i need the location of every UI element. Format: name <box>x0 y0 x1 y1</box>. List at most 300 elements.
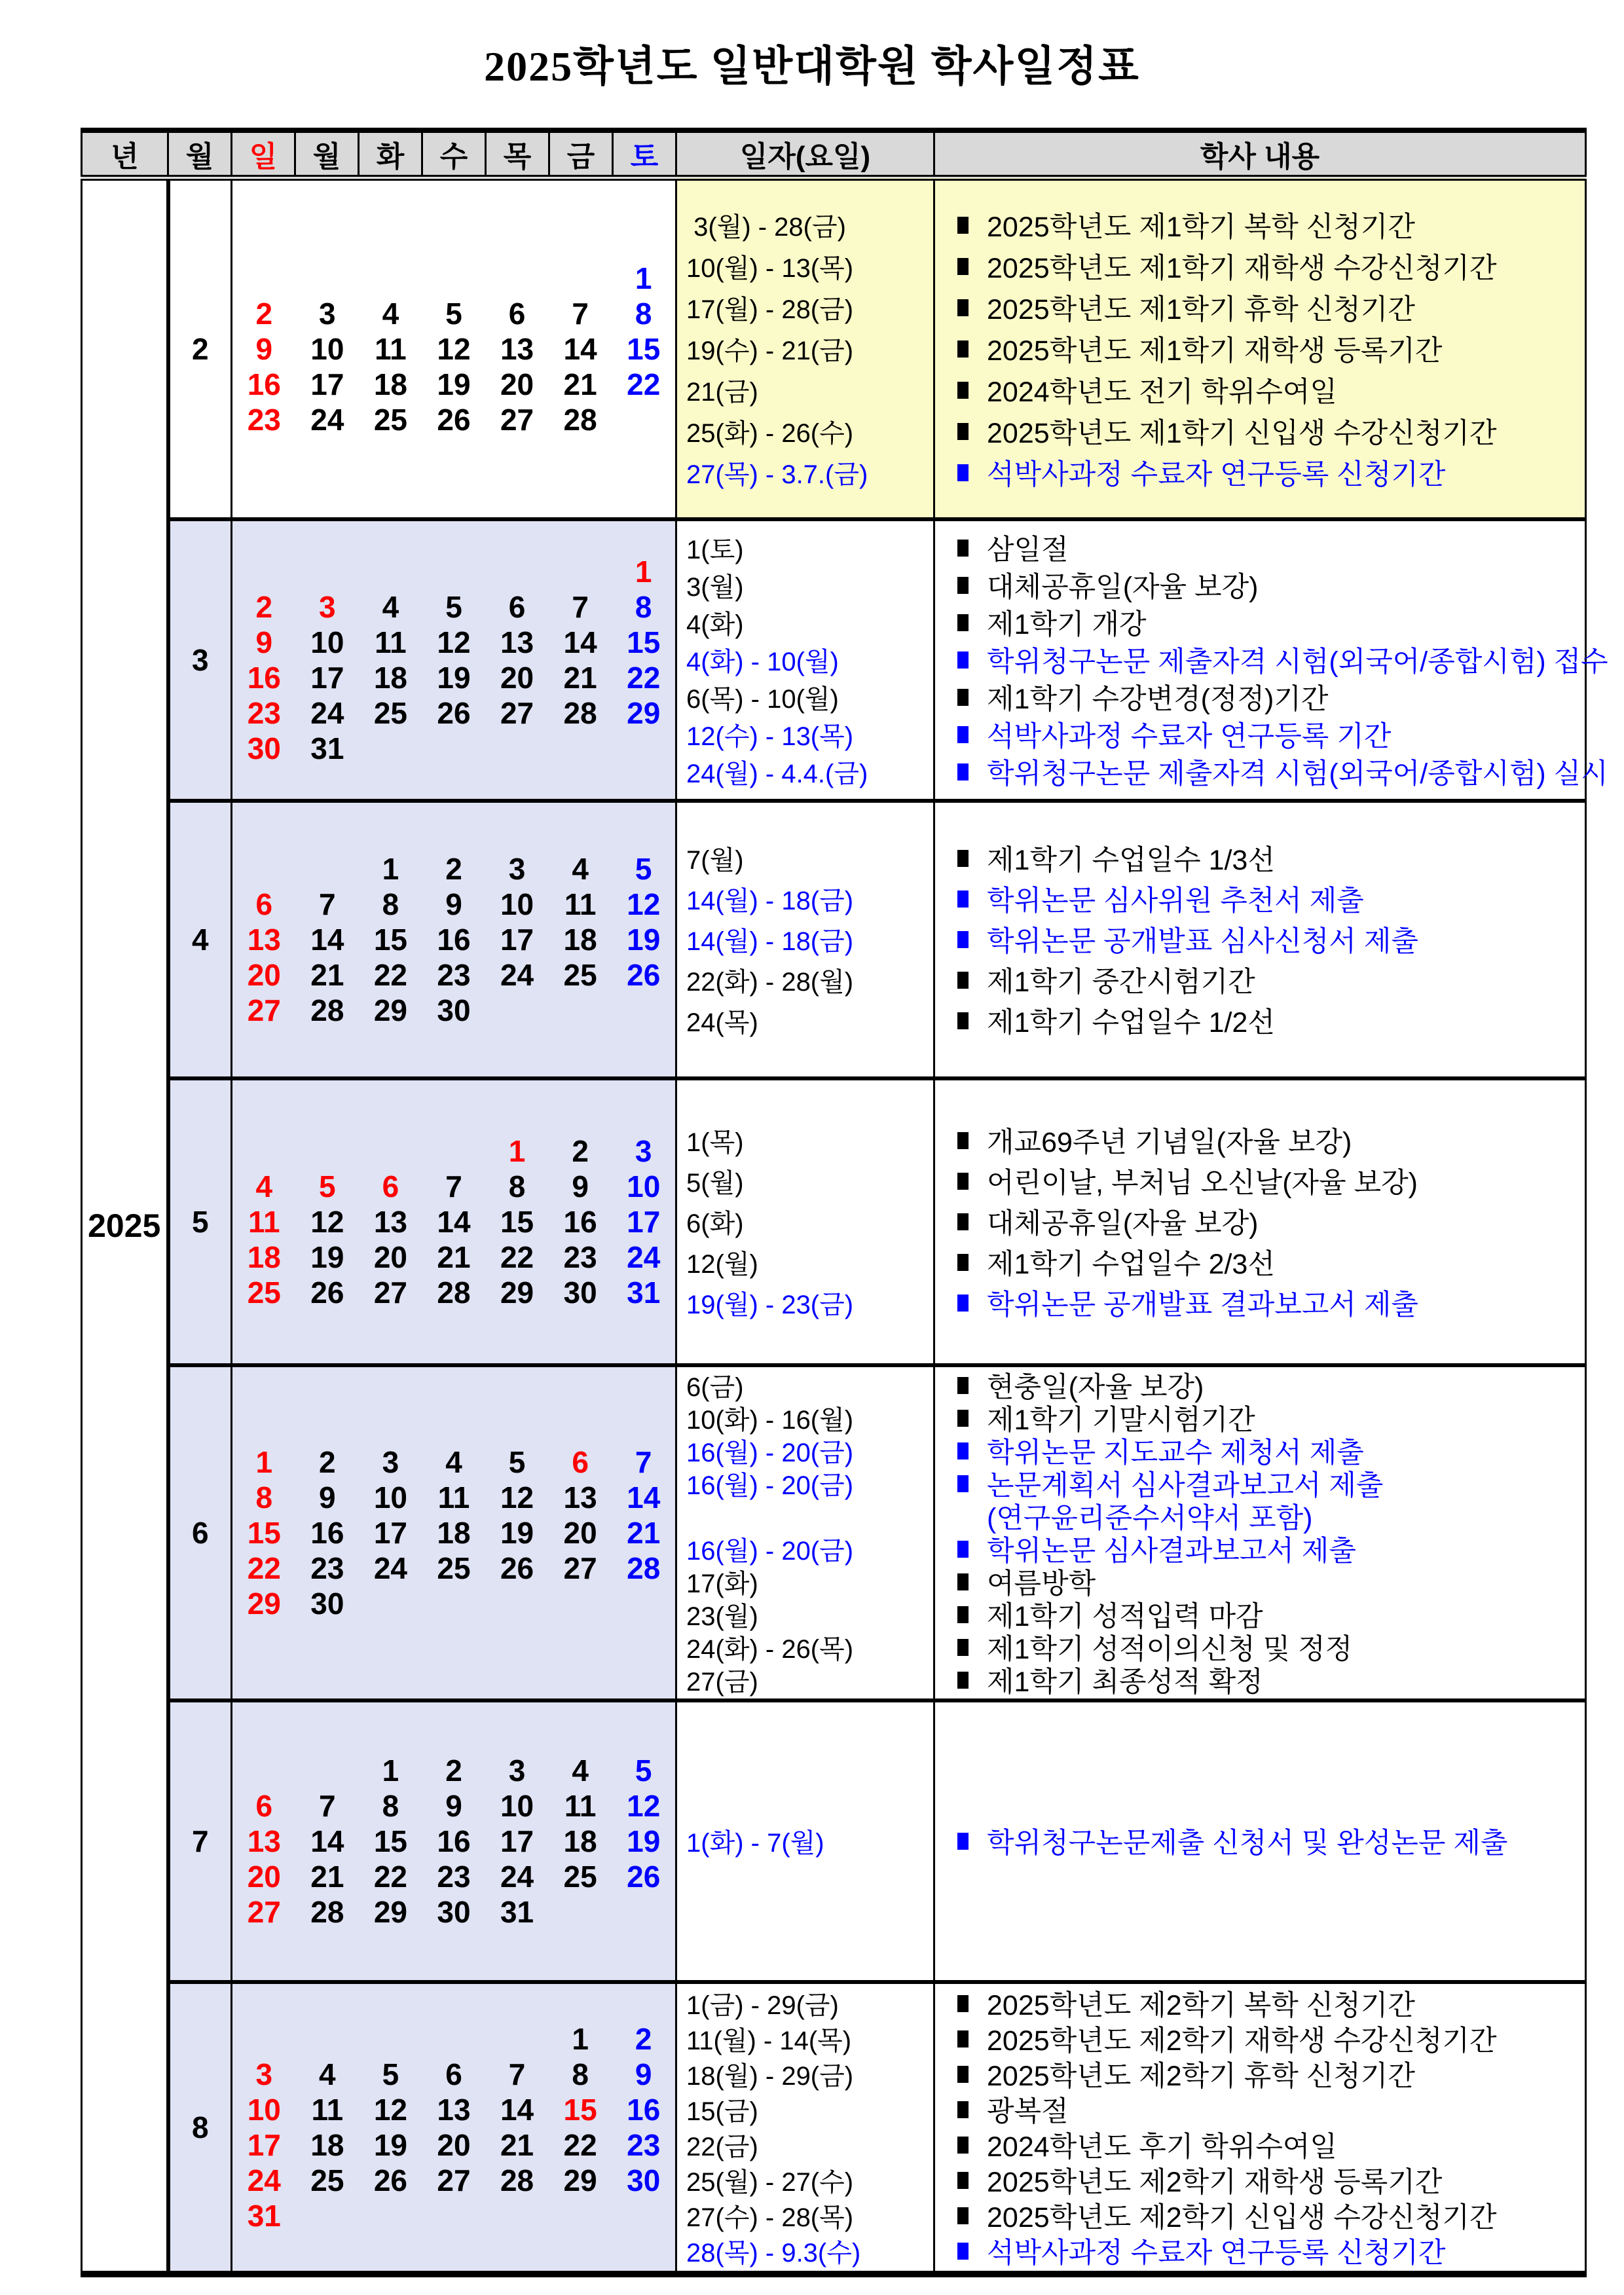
calendar-day: 22 <box>500 1239 534 1274</box>
month-calendar-4 <box>232 801 676 1078</box>
calendar-day: 20 <box>500 660 534 695</box>
calendar-day: 14 <box>310 922 344 957</box>
date-stack <box>677 838 933 1041</box>
calendar-day: 27 <box>500 402 534 437</box>
calendar-day: 30 <box>437 1894 471 1929</box>
schedule-item <box>935 879 1585 919</box>
schedule-item-continuation <box>935 1500 1585 1533</box>
schedule-item-text: 2024학년도 전기 학위수여일 <box>987 376 1337 409</box>
calendar-day: 28 <box>437 1275 471 1310</box>
header-day-sun: 일 <box>232 130 295 178</box>
schedule-date: 23(월) <box>686 1602 758 1631</box>
calendar-day: 13 <box>373 1204 407 1239</box>
schedule-item-text: (연구윤리준수서약서 포함) <box>987 1503 1313 1534</box>
calendar-day: 1 <box>382 851 399 886</box>
calendar-day: 12 <box>310 1204 344 1239</box>
schedule-date: 27(수) - 28(목) <box>686 2203 854 2232</box>
calendar-day: 19 <box>437 367 471 401</box>
month-row-5 <box>82 1078 1586 1365</box>
month-calendar-8 <box>232 1982 676 2274</box>
schedule-date: 24(화) - 26(목) <box>686 1635 854 1664</box>
calendar-day: 9 <box>635 2057 652 2091</box>
schedule-date: 4(화) <box>686 610 744 639</box>
schedule-item <box>935 919 1585 960</box>
schedule-item-text: 학위논문 공개발표 결과보고서 제출 <box>987 1289 1418 1321</box>
calendar-day: 8 <box>255 1480 273 1515</box>
bullet-square-icon <box>957 2101 969 2118</box>
content-column-6 <box>934 1365 1586 1700</box>
schedule-item <box>935 287 1585 328</box>
calendar-day-empty <box>296 1133 360 1169</box>
bullet-square-icon <box>957 217 969 234</box>
calendar-day: 19 <box>500 1515 534 1550</box>
calendar-day: 23 <box>310 1551 344 1585</box>
calendar-day: 8 <box>572 2057 589 2091</box>
academic-calendar-table <box>81 128 1608 2277</box>
schedule-date: 11(월) - 14(목) <box>686 2027 852 2055</box>
calendar-day: 21 <box>627 1515 661 1550</box>
calendar-day: 26 <box>627 957 661 992</box>
date-column-8 <box>676 1982 934 2274</box>
calendar-day-empty <box>359 2021 422 2057</box>
calendar-day: 17 <box>373 1515 407 1550</box>
calendar-day: 18 <box>563 922 597 957</box>
calendar-day: 9 <box>255 625 273 659</box>
calendar-day: 31 <box>627 1275 661 1310</box>
header-day-fri: 금 <box>549 130 613 178</box>
calendar-day-empty <box>485 1586 549 1621</box>
date-stack <box>677 529 933 790</box>
calendar-day: 25 <box>373 695 407 730</box>
calendar-day: 5 <box>445 589 462 624</box>
schedule-item-text: 제1학기 성적입력 마감 <box>987 1601 1263 1632</box>
year-label: 2025 <box>82 178 168 2274</box>
calendar-day: 14 <box>563 625 597 659</box>
calendar-day: 16 <box>627 2092 661 2127</box>
bullet-square-icon <box>957 1213 969 1230</box>
schedule-item-text: 학위논문 공개발표 심사신청서 제출 <box>987 926 1418 957</box>
calendar-day: 4 <box>445 1444 462 1479</box>
calendar-day: 4 <box>572 851 589 886</box>
content-column-3 <box>934 519 1608 801</box>
calendar-day: 19 <box>627 1824 661 1858</box>
schedule-item <box>935 246 1585 287</box>
calendar-day: 11 <box>564 1788 597 1823</box>
month-calendar-5 <box>232 1078 676 1365</box>
content-stack <box>935 838 1585 1041</box>
content-column-2 <box>934 178 1586 519</box>
bullet-square-icon <box>957 2137 969 2154</box>
bullet-square-icon <box>957 577 969 594</box>
calendar-day: 9 <box>572 1169 589 1203</box>
calendar-day: 1 <box>635 554 652 589</box>
calendar-day-empty <box>549 554 612 589</box>
calendar-day: 11 <box>437 1480 470 1515</box>
calendar-day: 18 <box>437 1515 471 1550</box>
calendar-day: 21 <box>437 1239 471 1274</box>
calendar-day-empty <box>296 554 360 589</box>
calendar-day: 14 <box>310 1824 344 1858</box>
calendar-day-empty <box>296 2021 360 2057</box>
calendar-day: 24 <box>627 1239 661 1274</box>
calendar-day: 19 <box>437 660 471 695</box>
calendar-day: 5 <box>445 296 462 331</box>
calendar-day-empty <box>232 554 296 589</box>
date-stack <box>677 1120 933 1323</box>
schedule-item-text: 광복절 <box>987 2096 1069 2127</box>
calendar-day: 16 <box>247 660 281 695</box>
calendar-day-empty <box>359 554 422 589</box>
calendar-day: 28 <box>627 1551 661 1585</box>
calendar-day-empty <box>549 2198 612 2233</box>
schedule-date: 27(목) - 3.7.(금) <box>686 460 868 490</box>
calendar-day-empty <box>296 1753 360 1788</box>
calendar-day: 7 <box>635 1444 652 1479</box>
schedule-item-text: 2025학년도 제2학기 신입생 수강신청기간 <box>987 2202 1497 2233</box>
calendar-day: 30 <box>563 1275 597 1310</box>
calendar-day: 25 <box>437 1551 471 1585</box>
schedule-date: 19(수) - 21(금) <box>686 337 854 366</box>
calendar-day: 6 <box>382 1169 399 1203</box>
calendar-day: 17 <box>310 660 344 695</box>
calendar-day: 16 <box>437 1824 471 1858</box>
schedule-item <box>935 1467 1585 1500</box>
calendar-day: 10 <box>500 1788 534 1823</box>
schedule-date: 14(월) - 18(금) <box>686 927 854 956</box>
content-stack <box>935 1369 1585 1697</box>
calendar-day: 27 <box>247 1894 281 1929</box>
calendar-day: 29 <box>247 1586 281 1621</box>
bullet-square-icon <box>957 1541 969 1558</box>
calendar-day-empty <box>359 1133 422 1169</box>
calendar-day: 27 <box>563 1551 597 1585</box>
calendar-day: 15 <box>563 2092 597 2127</box>
calendar-day: 18 <box>310 2127 344 2162</box>
calendar-day-empty <box>232 1133 296 1169</box>
schedule-date: 17(화) <box>686 1570 758 1598</box>
calendar-day: 23 <box>247 402 281 437</box>
schedule-item <box>935 1986 1585 2021</box>
calendar-day: 13 <box>500 625 534 659</box>
calendar-day-empty <box>549 1586 612 1621</box>
calendar-day-empty <box>296 851 360 887</box>
schedule-date: 12(월) <box>686 1250 758 1279</box>
calendar-day: 18 <box>247 1239 281 1274</box>
schedule-date: 1(목) <box>686 1128 744 1157</box>
schedule-item <box>935 1435 1585 1467</box>
calendar-day: 22 <box>373 957 407 992</box>
schedule-date: 27(금) <box>686 1668 758 1697</box>
month-calendar-7 <box>232 1700 676 1982</box>
calendar-day-empty <box>612 731 675 766</box>
calendar-day-empty <box>612 1586 675 1621</box>
calendar-day: 16 <box>437 922 471 957</box>
calendar-day: 11 <box>311 2092 344 2127</box>
schedule-item-text: 현충일(자율 보강) <box>987 1372 1204 1403</box>
calendar-day: 2 <box>445 851 462 886</box>
calendar-day: 1 <box>572 2021 589 2056</box>
calendar-day-empty <box>422 261 486 296</box>
month-row-4 <box>82 801 1586 1078</box>
calendar-day-empty <box>485 261 549 296</box>
calendar-day: 23 <box>563 1239 597 1274</box>
calendar-day: 2 <box>255 296 273 331</box>
header-day-tue: 화 <box>359 130 422 178</box>
calendar-day: 4 <box>255 1169 273 1203</box>
calendar-day: 5 <box>508 1444 526 1479</box>
schedule-item <box>935 1120 1585 1161</box>
schedule-item <box>935 411 1585 452</box>
calendar-day-empty <box>422 2021 486 2057</box>
bullet-square-icon <box>957 689 969 706</box>
calendar-day: 16 <box>310 1515 344 1550</box>
calendar-day: 9 <box>319 1480 336 1515</box>
calendar-day: 28 <box>500 2163 534 2197</box>
calendar-day: 18 <box>563 1824 597 1858</box>
calendar-day-empty <box>485 554 549 589</box>
content-stack <box>935 1120 1585 1323</box>
calendar-day: 10 <box>310 331 344 366</box>
schedule-date: 3(월) - 28(금) <box>686 213 846 242</box>
schedule-item <box>935 2092 1585 2127</box>
schedule-item-text: 제1학기 수업일수 1/2선 <box>987 1007 1275 1038</box>
schedule-item <box>935 204 1585 246</box>
calendar-day: 11 <box>564 887 597 921</box>
calendar-day: 5 <box>382 2057 399 2091</box>
bullet-square-icon <box>957 1833 969 1850</box>
bullet-square-icon <box>957 931 969 948</box>
calendar-day-empty <box>485 2198 549 2233</box>
calendar-day: 2 <box>572 1133 589 1168</box>
calendar-day: 20 <box>247 1859 281 1894</box>
header-day-mon: 월 <box>295 130 359 178</box>
calendar-day: 26 <box>500 1551 534 1585</box>
date-column-4 <box>676 801 934 1078</box>
date-column-2 <box>676 178 934 519</box>
schedule-item-text: 제1학기 최종성적 확정 <box>987 1666 1263 1698</box>
calendar-day: 5 <box>635 1753 652 1788</box>
schedule-date: 22(화) - 28(월) <box>686 968 854 997</box>
schedule-item <box>935 1566 1585 1598</box>
schedule-item <box>935 1242 1585 1283</box>
schedule-date: 4(화) - 10(월) <box>686 648 839 676</box>
calendar-day-empty <box>422 554 486 589</box>
calendar-day-empty <box>359 1586 422 1621</box>
schedule-item <box>935 369 1585 411</box>
calendar-day: 20 <box>247 957 281 992</box>
schedule-item <box>935 1598 1585 1631</box>
calendar-day-empty <box>549 993 612 1028</box>
calendar-day: 8 <box>635 296 652 331</box>
bullet-square-icon <box>957 2172 969 2189</box>
calendar-day: 13 <box>437 2092 471 2127</box>
calendar-day: 22 <box>627 367 661 401</box>
schedule-date: 16(월) - 20(금) <box>686 1537 854 1566</box>
calendar-day-empty <box>549 731 612 766</box>
calendar-day: 10 <box>500 887 534 921</box>
schedule-item-text: 학위논문 심사위원 추천서 제출 <box>987 885 1364 917</box>
schedule-item <box>935 2021 1585 2057</box>
bullet-square-icon <box>957 2030 969 2047</box>
calendar-day: 10 <box>310 625 344 659</box>
schedule-date: 24(목) <box>686 1008 758 1037</box>
bullet-square-icon <box>957 423 969 440</box>
calendar-day: 11 <box>248 1204 280 1239</box>
calendar-day: 27 <box>437 2163 471 2197</box>
calendar-day: 3 <box>508 851 526 886</box>
content-stack <box>935 529 1608 790</box>
month-label-8: 8 <box>168 1982 232 2274</box>
content-column-5 <box>934 1078 1586 1365</box>
calendar-day: 30 <box>310 1586 344 1621</box>
calendar-day: 8 <box>382 887 399 921</box>
bullet-square-icon <box>957 763 969 780</box>
schedule-date: 16(월) - 20(금) <box>686 1471 854 1500</box>
schedule-item-text: 2025학년도 제1학기 신입생 수강신청기간 <box>987 418 1497 450</box>
calendar-day: 12 <box>627 887 661 921</box>
calendar-day: 18 <box>373 367 407 401</box>
calendar-day-empty <box>612 1894 675 1930</box>
bullet-square-icon <box>957 2207 969 2224</box>
schedule-item-text: 2024학년도 후기 학위수여일 <box>987 2131 1337 2163</box>
content-stack <box>935 204 1585 493</box>
calendar-day: 24 <box>310 695 344 730</box>
bullet-square-icon <box>957 1442 969 1460</box>
calendar-day: 8 <box>508 1169 526 1203</box>
calendar-day: 25 <box>563 957 597 992</box>
schedule-item-text: 제1학기 성적이의신청 및 정정 <box>987 1634 1353 1665</box>
schedule-date: 6(목) - 10(월) <box>686 685 839 714</box>
schedule-item <box>935 1001 1585 1041</box>
date-column-7 <box>676 1700 934 1982</box>
date-column-3 <box>676 519 934 801</box>
schedule-item-text: 제1학기 수업일수 1/3선 <box>987 845 1275 876</box>
bullet-square-icon <box>957 1995 969 2012</box>
calendar-day: 13 <box>247 1824 281 1858</box>
schedule-item-text: 2025학년도 제2학기 재학생 수강신청기간 <box>987 2025 1497 2057</box>
calendar-day: 6 <box>508 296 526 331</box>
calendar-day: 9 <box>445 1788 462 1823</box>
date-column-6 <box>676 1365 934 1700</box>
calendar-day-empty <box>485 2021 549 2057</box>
calendar-day: 16 <box>563 1204 597 1239</box>
calendar-day: 26 <box>310 1275 344 1310</box>
calendar-day: 24 <box>310 402 344 437</box>
header-day-wed: 수 <box>422 130 486 178</box>
schedule-item <box>935 838 1585 879</box>
calendar-day: 31 <box>247 2198 281 2233</box>
header-day-sat: 토 <box>613 130 676 178</box>
schedule-item <box>935 641 1608 678</box>
bullet-square-icon <box>957 1672 969 1689</box>
schedule-date: 19(월) - 23(금) <box>686 1291 854 1319</box>
calendar-day: 8 <box>635 589 652 624</box>
calendar-grid <box>232 554 675 766</box>
schedule-item-text: 제1학기 수강변경(정정)기간 <box>987 684 1329 715</box>
calendar-day: 12 <box>373 2092 407 2127</box>
month-calendar-2 <box>232 178 676 519</box>
calendar-day: 1 <box>382 1753 399 1788</box>
calendar-day: 1 <box>635 261 652 295</box>
calendar-grid <box>232 261 675 437</box>
schedule-item-text: 2025학년도 제2학기 재학생 등록기간 <box>987 2167 1443 2198</box>
calendar-day: 14 <box>563 331 597 366</box>
bullet-square-icon <box>957 1606 969 1623</box>
schedule-item <box>935 1402 1585 1435</box>
calendar-day: 21 <box>563 660 597 695</box>
calendar-day-empty <box>612 993 675 1028</box>
table-header <box>82 130 1586 178</box>
schedule-item-text: 삼일절 <box>987 534 1069 566</box>
calendar-day-empty <box>612 2198 675 2233</box>
calendar-day: 14 <box>627 1480 661 1515</box>
calendar-day: 30 <box>247 731 281 765</box>
schedule-item <box>935 2233 1585 2269</box>
calendar-day: 18 <box>373 660 407 695</box>
calendar-grid <box>232 2021 675 2233</box>
calendar-day-empty <box>296 2198 360 2233</box>
month-label-2: 2 <box>168 178 232 519</box>
month-calendar-3 <box>232 519 676 801</box>
calendar-day: 13 <box>563 1480 597 1515</box>
schedule-date: 28(목) - 9.3(수) <box>686 2239 861 2267</box>
schedule-item <box>935 328 1585 369</box>
schedule-item <box>935 452 1585 493</box>
content-column-4 <box>934 801 1586 1078</box>
schedule-date-filler <box>677 1500 933 1533</box>
calendar-day: 23 <box>437 957 471 992</box>
bullet-square-icon <box>957 1410 969 1427</box>
schedule-item <box>935 1664 1585 1697</box>
schedule-item <box>935 753 1608 790</box>
schedule-item <box>935 678 1585 716</box>
calendar-day: 25 <box>310 2163 344 2197</box>
calendar-day: 21 <box>563 367 597 401</box>
calendar-day: 2 <box>255 589 273 624</box>
schedule-date: 5(월) <box>686 1169 744 1198</box>
bullet-square-icon <box>957 299 969 316</box>
content-column-8 <box>934 1982 1586 2274</box>
calendar-day-empty <box>485 993 549 1028</box>
calendar-day-empty <box>422 2198 486 2233</box>
schedule-item <box>935 2127 1585 2163</box>
schedule-item-text: 제1학기 기말시험기간 <box>987 1405 1255 1436</box>
calendar-day: 22 <box>247 1551 281 1585</box>
calendar-day: 30 <box>627 2163 661 2197</box>
calendar-day: 31 <box>310 731 344 765</box>
calendar-day: 20 <box>500 367 534 401</box>
calendar-day: 26 <box>627 1859 661 1894</box>
schedule-item-text: 제1학기 수업일수 2/3선 <box>987 1249 1275 1280</box>
bullet-square-icon <box>957 1173 969 1190</box>
schedule-item-text: 학위청구논문제출 신청서 및 완성논문 제출 <box>987 1827 1508 1859</box>
calendar-day: 22 <box>627 660 661 695</box>
calendar-day: 22 <box>563 2127 597 2162</box>
calendar-day: 2 <box>445 1753 462 1788</box>
header-content-col: 학사 내용 <box>934 130 1586 178</box>
calendar-day: 26 <box>373 2163 407 2197</box>
calendar-day: 3 <box>319 296 336 331</box>
calendar-day: 12 <box>500 1480 534 1515</box>
content-stack <box>935 1821 1585 1862</box>
schedule-item-text: 2025학년도 제1학기 재학생 등록기간 <box>987 335 1443 367</box>
schedule-date: 10(월) - 13(목) <box>686 254 854 284</box>
schedule-item-text: 석박사과정 수료자 연구등록 신청기간 <box>987 459 1446 491</box>
calendar-body <box>82 178 1608 2274</box>
schedule-item <box>935 1369 1585 1402</box>
schedule-item <box>935 529 1585 566</box>
schedule-item-text: 학위청구논문 제출자격 시험(외국어/종합시험) 실시 <box>987 758 1608 790</box>
